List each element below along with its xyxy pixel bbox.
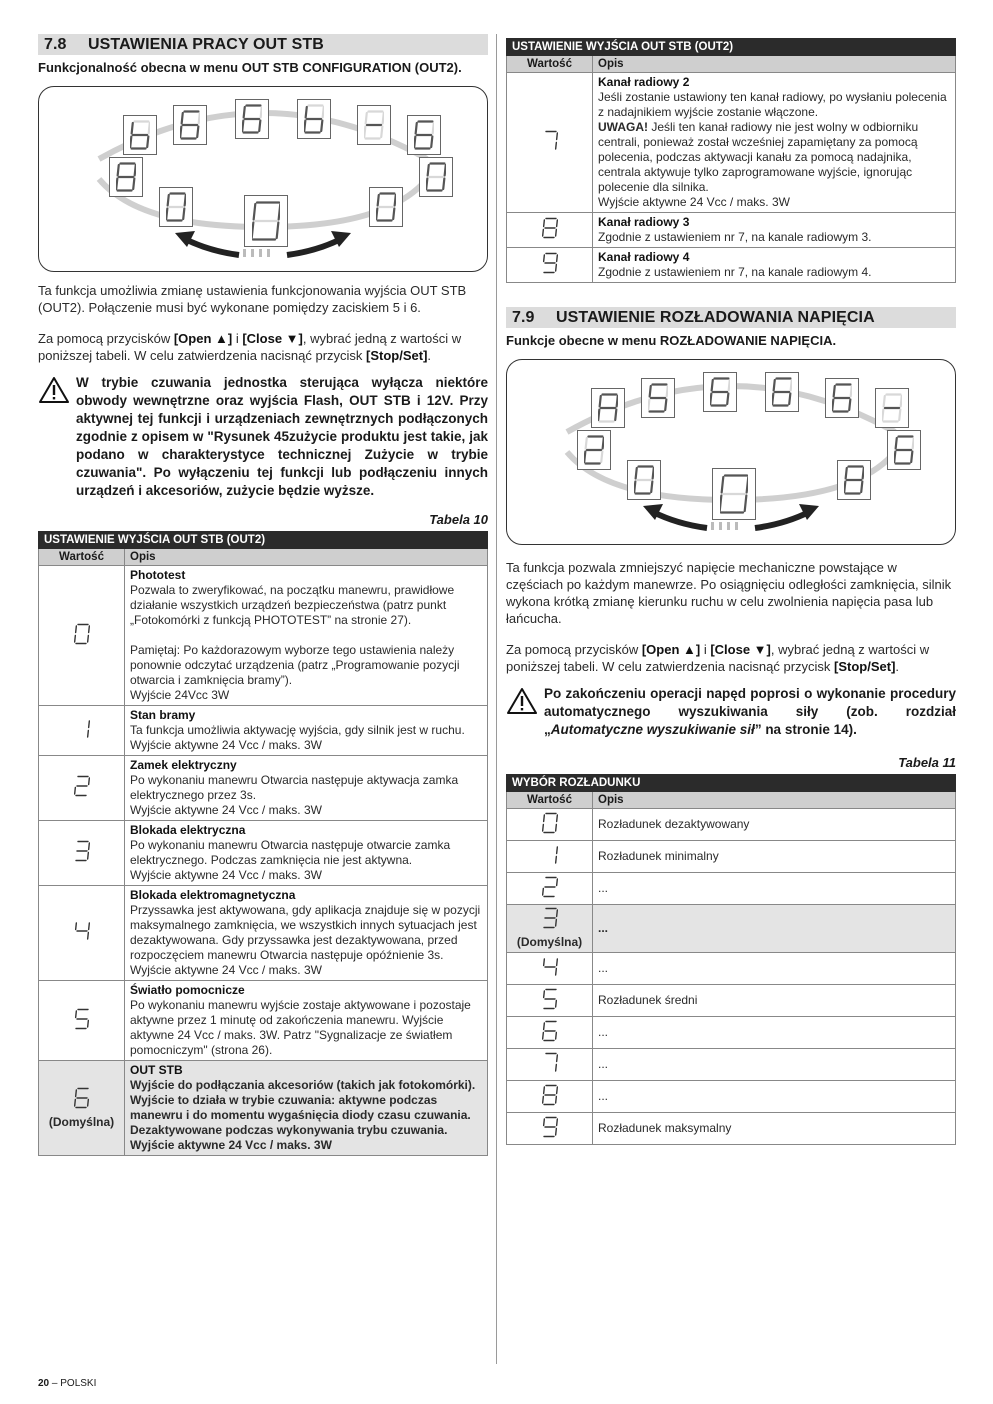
segment-digit-icon xyxy=(542,1052,558,1074)
segment-digit-icon xyxy=(542,217,558,239)
col-desc-header: Opis xyxy=(593,56,956,73)
table-row xyxy=(507,1017,956,1049)
segment-digit-icon xyxy=(297,99,331,139)
section-subtitle: Funkcjonalność obecna w menu OUT STB CONFIGURATION (OUT2). xyxy=(38,60,462,75)
segment-digit-icon xyxy=(591,388,625,428)
row-line: Pozwala to zweryfikować, na początku manewru, prawidłowe działanie wszystkich urządzeń bezpieczeństwa (patrz punkt „Fotokomórki z funkcją PHOTOTEST” na stronie 27). xyxy=(130,583,455,627)
instruction-paragraph: Za pomocą przycisków [Open ▲] i [Close ▼], wybrać jedną z wartości w poniższej tabeli. W celu zatwierdzenia nacisnąć przycisk [Stop/Set]. xyxy=(38,331,462,363)
row-line: Po wykonaniu manewru Otwarcia następuje otwarcie zamka elektrycznego. Podczas zamknięcia nie jest aktywna. xyxy=(130,838,451,867)
desc-cell xyxy=(125,886,488,981)
table-title: USTAWIENIE WYJŚCIA OUT STB (OUT2) xyxy=(507,39,956,56)
value-cell xyxy=(507,1049,593,1081)
row-line: Wyjście 24Vcc 3W xyxy=(130,688,230,702)
table-row xyxy=(39,566,488,706)
warning-icon xyxy=(38,374,76,500)
table-row xyxy=(507,809,956,841)
segment-digit-icon xyxy=(407,115,441,155)
section-title-text: USTAWIENIE ROZŁADOWANIA NAPIĘCIA xyxy=(556,308,875,326)
value-cell xyxy=(507,873,593,905)
segment-digit-icon xyxy=(542,1084,558,1106)
table-row xyxy=(507,248,956,283)
value-cell xyxy=(507,809,593,841)
value-cell xyxy=(507,841,593,873)
table-row xyxy=(507,213,956,248)
segment-digit-icon xyxy=(74,840,90,862)
segment-digit-icon xyxy=(419,157,453,197)
segment-digit-icon xyxy=(542,876,558,898)
standby-warning xyxy=(38,374,488,500)
section-subtitle: Funkcje obecne w menu ROZŁADOWANIE NAPIĘCIA. xyxy=(506,333,837,348)
row-line: Wyjście aktywne 24 Vcc / maks. 3W xyxy=(598,195,790,209)
default-label: (Domyślna) xyxy=(516,935,583,949)
row-title: OUT STB xyxy=(130,1063,183,1077)
desc-cell xyxy=(593,73,956,213)
left-column xyxy=(38,34,488,1156)
table-row xyxy=(507,841,956,873)
desc-cell xyxy=(125,706,488,756)
value-cell xyxy=(39,566,125,706)
column-divider xyxy=(496,34,497,1364)
row-line xyxy=(130,628,482,643)
row-line: Wyjście aktywne 24 Vcc / maks. 3W xyxy=(130,803,322,817)
segment-digit-icon xyxy=(159,187,193,227)
desc-cell: ... xyxy=(593,1017,956,1049)
segment-digit-icon xyxy=(74,718,90,740)
footer-language: POLSKI xyxy=(60,1378,97,1389)
table-row xyxy=(39,886,488,981)
row-line: Zgodnie z ustawieniem nr 7, na kanale radiowym 3. xyxy=(598,230,872,244)
table-row xyxy=(507,905,956,953)
row-title: Kanał radiowy 2 xyxy=(598,75,690,89)
segment-digit-icon xyxy=(109,157,143,197)
table-title: USTAWIENIE WYJŚCIA OUT STB (OUT2) xyxy=(39,532,488,549)
table-row xyxy=(507,1049,956,1081)
row-line: Wyjście aktywne 24 Vcc / maks. 3W xyxy=(130,963,322,977)
row-title: Blokada elektryczna xyxy=(130,823,246,837)
col-desc-header: Opis xyxy=(125,549,488,566)
row-title: Kanał radiowy 3 xyxy=(598,215,690,229)
segment-digit-icon xyxy=(74,775,90,797)
segment-digit-icon xyxy=(627,460,661,500)
value-cell xyxy=(507,953,593,985)
desc-cell: ... xyxy=(593,953,956,985)
row-line: Wyjście do podłączania akcesoriów (takich jak fotokomórki). Wyjście to działa w trybie czuwania: aktywne podczas manewru i do momentu wygaśnięcia diody czasu czuwania. Dezaktywowane podczas wykonywania trybu czuwania. xyxy=(130,1078,476,1137)
col-value-header: Wartość xyxy=(507,792,593,809)
desc-cell: ... xyxy=(593,1049,956,1081)
desc-cell: Rozładunek maksymalny xyxy=(593,1113,956,1145)
table-row xyxy=(507,985,956,1017)
desc-cell xyxy=(593,213,956,248)
table-out-stb xyxy=(38,531,488,1156)
row-line: Pamiętaj: Po każdorazowym wyborze tego ustawienia należy ponownie odczytać urządzenia (patrz „Programowanie pozycji otwarcia i zamknięcia bramy”). xyxy=(130,643,460,687)
segment-digit-icon xyxy=(244,195,288,247)
segment-digit-icon xyxy=(641,378,675,418)
warning-icon xyxy=(506,685,544,739)
row-line: Po wykonaniu manewru Otwarcia następuje aktywacja zamka elektrycznego przez 3s. xyxy=(130,773,459,802)
value-cell xyxy=(507,1081,593,1113)
segment-digit-icon xyxy=(74,1087,90,1109)
intro-paragraph: Ta funkcja umożliwia zmianę ustawienia funkcjonowania wyjścia OUT STB (OUT2). Połączenie musi być wykonane pomiędzy zaciskiem 5 i 6. xyxy=(38,283,467,315)
right-column xyxy=(506,34,956,1145)
segment-digit-icon xyxy=(542,988,558,1010)
table-title: WYBÓR ROZŁADUNKU xyxy=(507,775,956,792)
col-desc-header: Opis xyxy=(593,792,956,809)
row-line: Wyjście aktywne 24 Vcc / maks. 3W xyxy=(130,1138,332,1152)
segment-digit-icon xyxy=(542,812,558,834)
segment-digit-icon xyxy=(837,460,871,500)
value-cell xyxy=(507,213,593,248)
instruction-paragraph: Za pomocą przycisków [Open ▲] i [Close ▼], wybrać jedną z wartości w poniższej tabeli. W celu zatwierdzenia nacisnąć przycisk [Stop/Set]. xyxy=(506,642,930,674)
row-title: Światło pomocnicze xyxy=(130,983,245,997)
segment-digit-icon xyxy=(74,1008,90,1030)
segment-digit-icon xyxy=(542,956,558,978)
segment-digit-icon xyxy=(875,388,909,428)
segment-digit-icon xyxy=(542,844,558,866)
segment-digit-icon xyxy=(577,430,611,470)
col-value-header: Wartość xyxy=(507,56,593,73)
desc-cell xyxy=(125,756,488,821)
segment-digit-icon xyxy=(74,623,90,645)
table-unload xyxy=(506,774,956,1145)
segment-digit-icon xyxy=(357,105,391,145)
value-cell xyxy=(39,756,125,821)
page-footer: 20 – POLSKI xyxy=(38,1378,97,1389)
row-line: Ta funkcja umożliwia aktywację wyjścia, gdy silnik jest w ruchu. xyxy=(130,723,465,737)
section-number: 7.8 xyxy=(44,35,67,53)
row-title: Kanał radiowy 4 xyxy=(598,250,690,264)
value-cell xyxy=(39,1061,125,1156)
open-key-label: [Open ▲] xyxy=(173,331,233,346)
row-warning: UWAGA! Jeśli ten kanał radiowy nie jest wolny w odbiorniku centrali, ponieważ został wcześniej zapamiętany za pomocą polecenia, podczas aktywacji kanału za pomocą nadajnika, centrala aktywuje tylko zaprogramowane wyjście, ignorując polecenie dla silnika. xyxy=(598,120,919,194)
segment-digit-icon xyxy=(825,378,859,418)
row-title: Phototest xyxy=(130,568,186,582)
section-title-text: USTAWIENIA PRACY OUT STB xyxy=(88,35,324,53)
segment-digit-icon xyxy=(887,430,921,470)
open-key-label: [Open ▲] xyxy=(641,642,701,657)
table-row xyxy=(39,981,488,1061)
table-row xyxy=(507,873,956,905)
segment-digit-icon xyxy=(542,907,558,929)
table-row xyxy=(39,756,488,821)
row-line: Zgodnie z ustawieniem nr 7, na kanale radiowym 4. xyxy=(598,265,872,279)
desc-cell: Rozładunek średni xyxy=(593,985,956,1017)
segment-digit-icon xyxy=(123,115,157,155)
segment-digit-icon xyxy=(542,130,558,152)
value-cell xyxy=(507,73,593,213)
value-cell xyxy=(507,905,593,953)
desc-cell xyxy=(125,821,488,886)
row-line: Po wykonaniu manewru wyjście zostaje aktywowane i pozostaje aktywne przez 1 minutę od zakończenia manewru. Wyjście aktywne 24 Vcc / maks. 3W. Patrz "Sygnalizacje ze światłem pomocniczym" (strona 26). xyxy=(130,998,471,1057)
section-title-7-9 xyxy=(506,307,956,328)
row-title: Blokada elektromagnetyczna xyxy=(130,888,296,902)
col-value-header: Wartość xyxy=(39,549,125,566)
section-title-7-8 xyxy=(38,34,488,55)
segment-digit-icon xyxy=(369,187,403,227)
segment-digit-icon xyxy=(74,920,90,942)
desc-cell xyxy=(125,1061,488,1156)
row-line: Wyjście aktywne 24 Vcc / maks. 3W xyxy=(130,868,322,882)
desc-cell xyxy=(125,981,488,1061)
warning-text: Po zakończeniu operacji napęd poprosi o wykonanie procedury automatycznego wyszukiwania siły (zob. rozdział „Automatyczne wyszukiwanie sił” na stronie 14). xyxy=(544,686,956,737)
value-cell xyxy=(507,248,593,283)
desc-cell: Rozładunek dezaktywowany xyxy=(593,809,956,841)
desc-cell xyxy=(593,248,956,283)
row-line: Przyssawka jest aktywowana, gdy aplikacja znajduje się w pozycji maksymalnego zamknięcia, we wszystkich innych sytuacjach jest dezaktywowana. Gdy przyssawka jest dezaktywowana, przed rozpoczęciem manewru Otwarcia następuje opóźnienie 3s. xyxy=(130,903,481,962)
table-row xyxy=(39,706,488,756)
desc-cell: ... xyxy=(593,873,956,905)
table-row xyxy=(39,821,488,886)
section-number: 7.9 xyxy=(512,308,535,326)
close-key-label: [Close ▼] xyxy=(242,331,303,346)
value-cell xyxy=(39,981,125,1061)
default-label: (Domyślna) xyxy=(48,1114,115,1129)
row-line: Wyjście aktywne 24 Vcc / maks. 3W xyxy=(130,738,322,752)
table-row xyxy=(39,1061,488,1156)
table-caption-10: Tabela 10 xyxy=(429,512,488,527)
intro-paragraph: Ta funkcja pozwala zmniejszyć napięcie mechaniczne powstające w częściach po każdym manewrze. Po osiągnięciu odległości zamknięcia, silnik wykona krótką zmianę kierunku ruchu w celu zwolnienia napięcia pasa lub łańcucha. xyxy=(506,560,952,626)
segment-digit-icon xyxy=(542,1116,558,1138)
row-line: Jeśli zostanie ustawiony ten kanał radiowy, po wysłaniu polecenia z nadajnikiem wyjście zostanie włączone. xyxy=(598,90,947,119)
force-search-warning xyxy=(506,685,956,739)
segment-digit-icon xyxy=(542,252,558,274)
table-caption-11: Tabela 11 xyxy=(898,755,956,770)
table-row xyxy=(507,1081,956,1113)
row-title: Stan bramy xyxy=(130,708,196,722)
segment-digit-icon xyxy=(712,468,756,520)
segment-digit-icon xyxy=(235,99,269,139)
table-out-stb-continued xyxy=(506,38,956,283)
table-row xyxy=(507,953,956,985)
value-cell xyxy=(507,985,593,1017)
segment-digit-icon xyxy=(703,372,737,412)
stop-set-key-label: [Stop/Set] xyxy=(366,348,428,363)
table-row xyxy=(507,1113,956,1145)
value-cell xyxy=(39,886,125,981)
page-number: 20 xyxy=(38,1378,50,1389)
desc-cell: Rozładunek minimalny xyxy=(593,841,956,873)
display-sequence-diagram xyxy=(506,359,956,545)
value-cell xyxy=(507,1113,593,1145)
table-row xyxy=(507,73,956,213)
desc-cell: ... xyxy=(593,1081,956,1113)
segment-digit-icon xyxy=(542,1020,558,1042)
segment-digit-icon xyxy=(765,372,799,412)
desc-cell xyxy=(125,566,488,706)
stop-set-key-label: [Stop/Set] xyxy=(834,659,896,674)
value-cell xyxy=(39,706,125,756)
value-cell xyxy=(507,1017,593,1049)
row-title: Zamek elektryczny xyxy=(130,758,237,772)
segment-digit-icon xyxy=(173,105,207,145)
desc-cell: ... xyxy=(593,905,956,953)
close-key-label: [Close ▼] xyxy=(710,642,771,657)
warning-text: W trybie czuwania jednostka sterująca wyłącza niektóre obwody wewnętrzne oraz wyjścia Flash, OUT STB i 12V. Przy aktywnej tej funkcji i urządzeniach zewnętrznych podłączonych zgodnie z opisem w "Rysunek 45zużycie produktu jest takie, jak podano w charakterystyce technicznej Zużycie w trybie czuwania". Po wyłączeniu tej funkcji lub podłączeniu innych urządzeń i akcesoriów, zużycie będzie wyższe. xyxy=(76,375,488,498)
display-sequence-diagram xyxy=(38,86,488,272)
value-cell xyxy=(39,821,125,886)
